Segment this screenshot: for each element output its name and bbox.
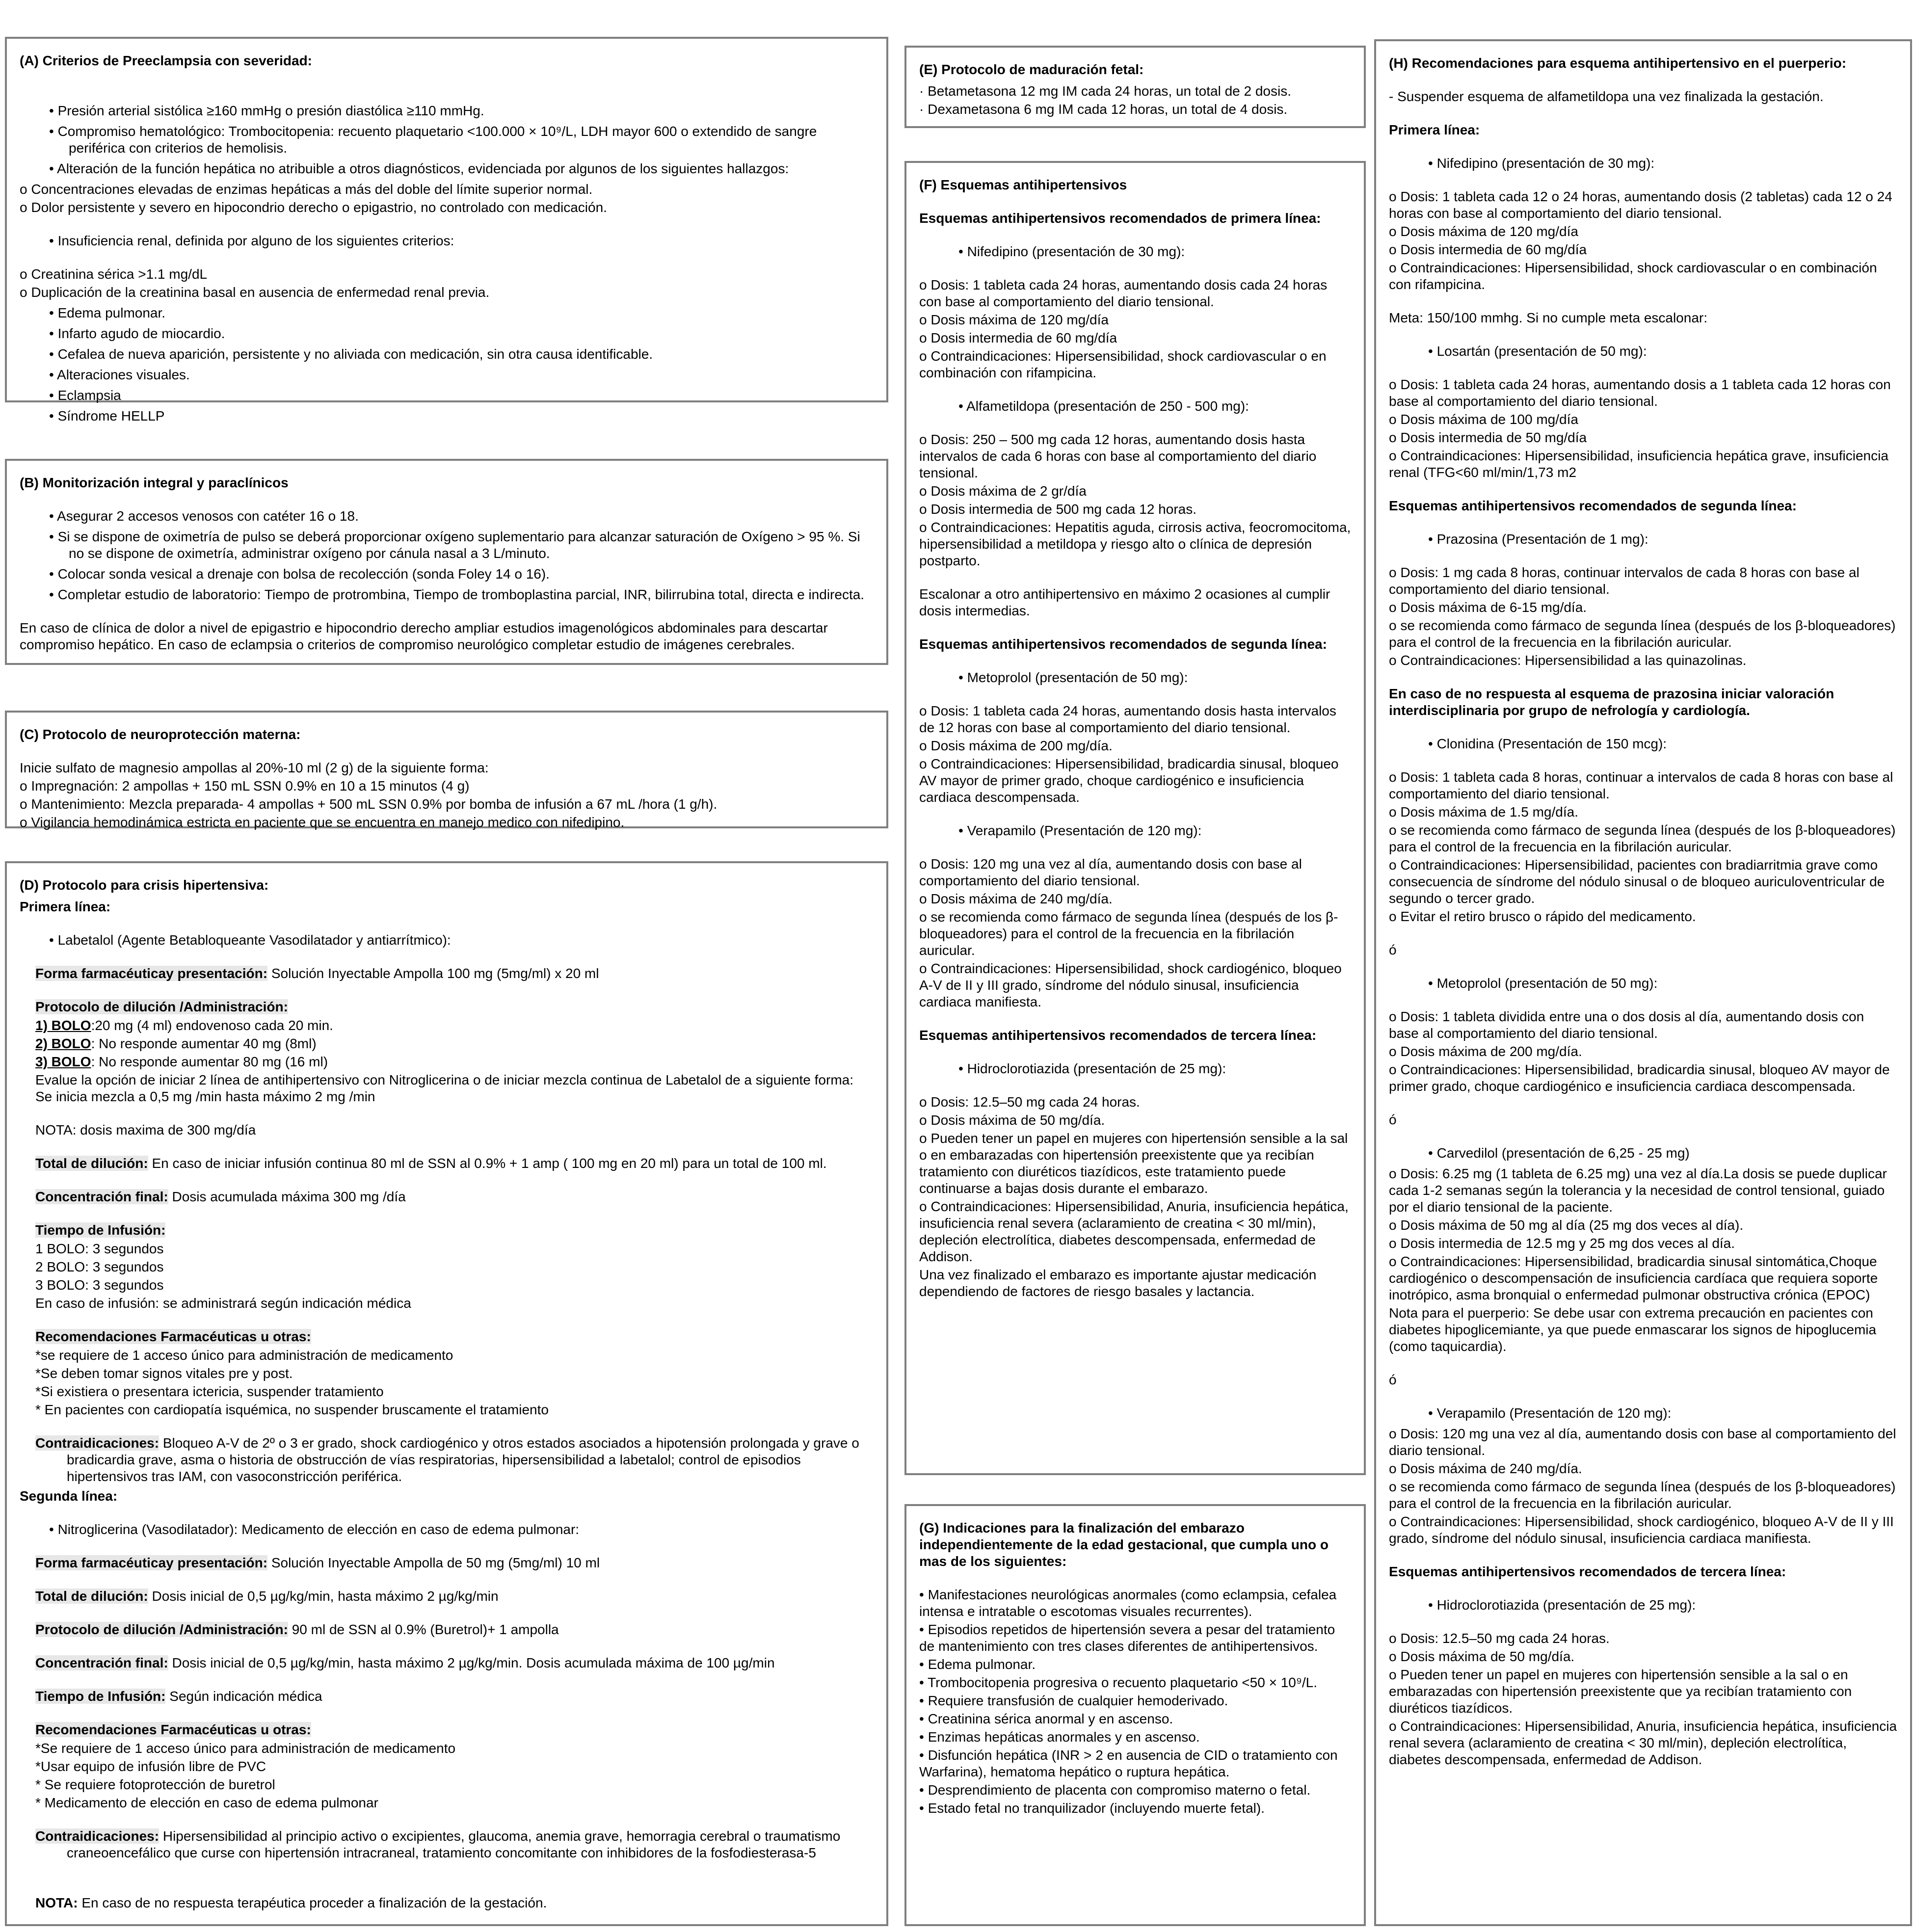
bullet-item: • Alfametildopa (presentación de 250 - 500 mg): [958, 398, 1249, 414]
list-item: o Contraindicaciones: Hipersensibilidad, Anuria, insuficiencia hepática, insuficiencia renal severa (aclaramiento de creatina < 30 ml/min), depleción electrolítica, diabetes descompensada, enfermedad de Addison. [1389, 1719, 1897, 1767]
section-G-box [904, 1504, 1366, 1926]
labeled-paragraph: Contraidicaciones: Bloqueo A-V de 2º o 3 er grado, shock cardiogénico y otros estados asociados a hipotensión prolongada y grave o bradicardia grave, asma o historia de obstrucción de vías respiratorias, hipersensibilidad a labetalol; control de episodios hipertensivos tras IAM, con vasoconstricción periférica. [35, 1435, 859, 1484]
subheading: Primera línea: [1389, 122, 1480, 137]
highlighted-label: Protocolo de dilución /Administración: [35, 1622, 288, 1637]
section-H-heading: (H) Recomendaciones para esquema antihipertensivo en el puerperio: [1389, 55, 1847, 71]
list-item: o Dosis máxima de 50 mg/día. [1389, 1649, 1575, 1664]
bullet-item: • Asegurar 2 accesos venosos con catéter 16 o 18. [49, 508, 359, 524]
bullet-item: • Colocar sonda vesical a drenaje con bolsa de recolección (sonda Foley 14 o 16). [49, 566, 550, 582]
list-item: o Contraindicaciones: Hipersensibilidad, bradicardia sinusal sintomática,Choque cardiogénico o descompensación de insuficiencia cardíaca que requiera soporte inotrópico, asma bronquial o enfermedad pulmonar obstructiva crónica (EPOC) [1389, 1254, 1878, 1302]
list-item: o Dosis máxima de 50 mg al día (25 mg dos veces al día). [1389, 1217, 1744, 1233]
list-item: • Trombocitopenia progresiva o recuento plaquetario <50 × 10⁹/L. [919, 1675, 1317, 1690]
list-item: o Dosis: 12.5–50 mg cada 24 horas. [919, 1094, 1140, 1110]
paragraph: · Betametasona 12 mg IM cada 24 horas, un total de 2 dosis. [919, 83, 1291, 99]
labeled-paragraph: Protocolo de dilución /Administración: 90 ml de SSN al 0.9% (Buretrol)+ 1 ampolla [35, 1622, 559, 1637]
section-E-box [904, 46, 1366, 128]
list-item: o Dosis máxima de 200 mg/día. [919, 738, 1113, 753]
labeled-paragraph: Concentración final: Dosis inicial de 0,5 µg/kg/min, hasta máximo 2 µg/kg/min. Dosis acumulada máxima de 100 µg/min [35, 1655, 775, 1670]
list-item: o Dosis intermedia de 60 mg/día [919, 330, 1117, 345]
section-G-heading: (G) Indicaciones para la finalización del embarazo independientemente de la edad gestacional, que cumpla uno o mas de los siguientes: [919, 1520, 1329, 1569]
subheading: Esquemas antihipertensivos recomendados de segunda línea: [919, 636, 1327, 652]
labeled-paragraph: Forma farmacéuticay presentación: Solución Inyectable Ampolla de 50 mg (5mg/ml) 10 ml [35, 1555, 600, 1570]
paragraph: Escalonar a otro antihipertensivo en máximo 2 ocasiones al cumplir dosis intermedias. [919, 586, 1330, 618]
labeled-paragraph: Tiempo de Infusión: Según indicación médica [35, 1689, 322, 1704]
highlighted-label: Concentración final: [35, 1655, 168, 1670]
list-item: o Dosis: 12.5–50 mg cada 24 horas. [1389, 1631, 1610, 1646]
list-item: o Dolor persistente y severo en hipocondrio derecho o epigastrio, no controlado con medicación. [20, 200, 607, 215]
list-item: o Pueden tener un papel en mujeres con hipertensión sensible a la sal o en embarazadas con hipertensión preexistente que ya recibían tratamiento con diuréticos tiazídicos. [1389, 1667, 1852, 1716]
list-item: o Contraindicaciones: Hipersensibilidad, shock cardiogénico, bloqueo A-V de II y III grado, síndrome del nódulo sinusal, insuficiencia cardiaca manifiesta. [1389, 1514, 1894, 1546]
list-item: o Evitar el retiro brusco o rápido del medicamento. [1389, 909, 1696, 924]
bullet-item: • Nifedipino (presentación de 30 mg): [958, 244, 1185, 259]
paragraph: En caso de clínica de dolor a nivel de epigastrio e hipocondrio derecho ampliar estudios imagenológicos abdominales para descartar compromiso hepático. En caso de eclampsia o criterios de compromiso neurológico completar estudio de imágenes cerebrales. [20, 620, 828, 652]
list-item: o Dosis: 1 mg cada 8 horas, continuar intervalos de cada 8 horas con base al comportamiento del diario tensional. [1389, 565, 1860, 597]
highlighted-label: Contraidicaciones: [35, 1435, 160, 1451]
subheading: Esquemas antihipertensivos recomendados de segunda línea: [1389, 498, 1797, 513]
labeled-paragraph [20, 1721, 874, 1738]
list-item: o Dosis: 1 tableta cada 24 horas, aumentando dosis a 1 tableta cada 12 horas con base al comportamiento del diario tensional. [1389, 377, 1891, 409]
bullet-item: • Eclampsia [49, 388, 121, 403]
section-F-box [904, 161, 1366, 1475]
bullet-item: • Metoprolol (presentación de 50 mg): [958, 670, 1188, 685]
bullet-item: • Completar estudio de laboratorio: Tiempo de protrombina, Tiempo de tromboplastina parcial, INR, bilirrubina total, directa e indirecta. [49, 587, 865, 602]
bullet-item: • Compromiso hematológico: Trombocitopenia: recuento plaquetario <100.000 × 10⁹/L, LDH mayor 600 o extendido de sangre periférica con criterios de hemolisis. [49, 124, 817, 156]
labeled-paragraph [20, 999, 874, 1015]
bolo-step: 2) BOLO: No responde aumentar 40 mg (8ml) [35, 1036, 317, 1051]
list-item: o Contraindicaciones: Hipersensibilidad, insuficiencia hepática grave, insuficiencia renal (TFG<60 ml/min/1,73 m2 [1389, 448, 1888, 480]
list-item: o se recomienda como fármaco de segunda línea (después de los β-bloqueadores) para el control de la frecuencia en la fibrilación auricular. [919, 909, 1338, 958]
highlighted-label: Tiempo de Infusión: [35, 1222, 166, 1238]
list-item: o Creatinina sérica >1.1 mg/dL [20, 266, 208, 282]
paragraph: *Se requiere de 1 acceso único para administración de medicamento [35, 1741, 456, 1756]
labeled-paragraph [20, 1222, 874, 1239]
list-item: o Contraindicaciones: Hipersensibilidad, shock cardiovascular o en combinación con rifampicina. [919, 348, 1327, 380]
paragraph: Una vez finalizado el embarazo es importante ajustar medicación dependiendo de factores de riesgo basales y lactancia. [919, 1267, 1317, 1299]
list-item: o Dosis: 120 mg una vez al día, aumentando dosis con base al comportamiento del diario tensional. [919, 856, 1302, 888]
labeled-paragraph [20, 1328, 874, 1345]
paragraph: · Dexametasona 6 mg IM cada 12 horas, un total de 4 dosis. [919, 102, 1288, 117]
highlighted-label: Tiempo de Infusión: [35, 1689, 166, 1704]
list-item: o Dosis máxima de 240 mg/día. [1389, 1461, 1582, 1476]
subheading: Esquemas antihipertensivos recomendados de tercera línea: [919, 1028, 1317, 1043]
list-item: o Contraindicaciones: Hipersensibilidad, Anuria, insuficiencia hepática, insuficiencia renal severa (aclaramiento de creatina < 30 ml/min), depleción electrolítica, diabetes descompensada, enfermedad de Addison. [919, 1199, 1349, 1264]
list-item: o se recomienda como fármaco de segunda línea (después de los β-bloqueadores) para el control de la frecuencia en la fibrilación auricular. [1389, 1479, 1896, 1511]
bullet-item: • Nitroglicerina (Vasodilatador): Medicamento de elección en caso de edema pulmonar: [49, 1522, 580, 1537]
paragraph: *se requiere de 1 acceso único para administración de medicamento [35, 1348, 453, 1363]
paragraph: *Si existiera o presentara ictericia, suspender tratamiento [35, 1384, 384, 1399]
list-item: o Dosis máxima de 6-15 mg/día. [1389, 600, 1587, 615]
list-item: • Episodios repetidos de hipertensión severa a pesar del tratamiento de mantenimiento con tres clases diferentes de antihipertensivos. [919, 1622, 1335, 1654]
paragraph: * Se requiere fotoprotección de buretrol [35, 1777, 275, 1792]
list-item: o Dosis máxima de 240 mg/día. [919, 891, 1113, 906]
list-item: o Dosis máxima de 200 mg/día. [1389, 1044, 1582, 1059]
section-E-heading: (E) Protocolo de maduración fetal: [919, 62, 1144, 77]
list-item: o Contraindicaciones: Hipersensibilidad, bradicardia sinusal, bloqueo AV mayor de primer grado, choque cardiogénico e insuficiencia cardiaca descompensada. [919, 756, 1339, 805]
subheading: Primera línea: [20, 899, 111, 914]
paragraph: *Usar equipo de infusión libre de PVC [35, 1759, 266, 1774]
list-item: • Disfunción hepática (INR > 2 en ausencia de CID o tratamiento con Warfarina), hematoma hepático o ruptura hepática. [919, 1747, 1338, 1779]
labeled-paragraph: Forma farmacéuticay presentación: Solución Inyectable Ampolla 100 mg (5mg/ml) x 20 ml [35, 966, 599, 981]
bullet-item: • Metoprolol (presentación de 50 mg): [1428, 976, 1658, 991]
bullet-item: • Carvedilol (presentación de 6,25 - 25 mg) [1428, 1145, 1690, 1161]
list-item: o Contraindicaciones: Hipersensibilidad, shock cardiogénico, bloqueo A-V de II y III grado, síndrome del nódulo sinusal, insuficiencia cardiaca manifiesta. [919, 961, 1342, 1009]
bullet-item: • Verapamilo (Presentación de 120 mg): [1428, 1405, 1672, 1421]
highlighted-label: Concentración final: [35, 1189, 168, 1204]
bullet-item: • Síndrome HELLP [49, 408, 165, 423]
section-C-box [5, 711, 888, 828]
paragraph: 1 BOLO: 3 segundos [35, 1241, 164, 1256]
paragraph: Meta: 150/100 mmhg. Si no cumple meta escalonar: [1389, 310, 1708, 325]
highlighted-label: Forma farmacéuticay presentación: [35, 966, 268, 981]
list-item: o Concentraciones elevadas de enzimas hepáticas a más del doble del límite superior normal. [20, 182, 593, 197]
section-D-heading: (D) Protocolo para crisis hipertensiva: [20, 877, 269, 893]
list-item: • Manifestaciones neurológicas anormales (como eclampsia, cefalea intensa e intratable o escotomas visuales recurrentes). [919, 1587, 1337, 1619]
bolo-step: 1) BOLO:20 mg (4 ml) endovenoso cada 20 min. [35, 1018, 333, 1033]
bullet-item: • Infarto agudo de miocardio. [49, 326, 225, 341]
paragraph: ó [1389, 942, 1397, 957]
list-item: • Requiere transfusión de cualquier hemoderivado. [919, 1693, 1228, 1708]
labeled-paragraph: Contraidicaciones: Hipersensibilidad al principio activo o excipientes, glaucoma, anemia grave, hemorragia cerebral o traumatismo craneoencefálico que curse con hipertensión intracraneal, tratamiento concomitante con inhibidores de la fosfodiesterasa-5 [35, 1828, 841, 1860]
bullet-item: • Insuficiencia renal, definida por alguno de los siguientes criterios: [49, 233, 454, 248]
subheading: En caso de no respuesta al esquema de prazosina iniciar valoración interdisciplinaria por grupo de nefrología y cardiología. [1389, 686, 1834, 718]
list-item: o se recomienda como fármaco de segunda línea (después de los β-bloqueadores) para el control de la frecuencia en la fibrilación auricular. [1389, 822, 1896, 854]
paragraph: ó [1389, 1112, 1397, 1127]
list-item: o Dosis intermedia de 60 mg/día [1389, 242, 1587, 257]
subheading: Segunda línea: [20, 1488, 118, 1504]
list-item: • Desprendimiento de placenta con compromiso materno o fetal. [919, 1782, 1311, 1798]
labeled-paragraph: Total de dilución: En caso de iniciar infusión continua 80 ml de SSN al 0.9% + 1 amp ( 100 mg en 20 ml) para un total de 100 ml. [35, 1156, 827, 1171]
section-A-heading: (A) Criterios de Preeclampsia con severidad: [20, 53, 312, 68]
labeled-paragraph: Concentración final: Dosis acumulada máxima 300 mg /día [35, 1189, 406, 1204]
list-item: o Dosis intermedia de 50 mg/día [1389, 430, 1587, 445]
list-item: o Dosis: 1 tableta cada 24 horas, aumentando dosis cada 24 horas con base al comportamiento del diario tensional. [919, 277, 1328, 309]
list-item: o Contraindicaciones: Hipersensibilidad a las quinazolinas. [1389, 653, 1747, 668]
bold-label: 2) BOLO [35, 1036, 91, 1051]
bullet-item: • Prazosina (Presentación de 1 mg): [1428, 531, 1648, 547]
list-item: o Dosis intermedia de 12.5 mg y 25 mg dos veces al día. [1389, 1236, 1735, 1251]
paragraph: ó [1389, 1372, 1397, 1387]
paragraph: * Medicamento de elección en caso de edema pulmonar [35, 1795, 378, 1810]
list-item: o Dosis máxima de 120 mg/día [1389, 224, 1578, 239]
list-item: o Dosis máxima de 2 gr/día [919, 483, 1087, 499]
paragraph: En caso de infusión: se administrará según indicación médica [35, 1296, 411, 1311]
list-item: o Dosis: 1 tableta dividida entre una o dos dosis al día, aumentando dosis con base al comportamiento del diario tensional. [1389, 1009, 1864, 1041]
list-item: o Dosis: 120 mg una vez al día, aumentando dosis con base al comportamiento del diario tensional. [1389, 1426, 1896, 1458]
paragraph: Nota para el puerperio: Se debe usar con extrema precaución en pacientes con diabetes hipoglicemiante, ya que puede enmascarar los signos de hipoglucemia (como taquicardia). [1389, 1305, 1877, 1354]
paragraph: Evalue la opción de iniciar 2 línea de antihipertensivo con Nitroglicerina o de iniciar mezcla continua de Labetalol de a siguiente forma: Se inicia mezcla a 0,5 mg /min hasta máximo 2 mg /min [35, 1072, 853, 1104]
highlighted-label: Protocolo de dilución /Administración: [35, 999, 288, 1014]
list-item: o Duplicación de la creatinina basal en ausencia de enfermedad renal previa. [20, 285, 490, 300]
list-item: o Dosis: 1 tableta cada 8 horas, continuar a intervalos de cada 8 horas con base al comportamiento del diario tensional. [1389, 769, 1893, 801]
list-item: o Impregnación: 2 ampollas + 150 mL SSN 0.9% en 10 a 15 minutos (4 g) [20, 778, 470, 794]
list-item: o Contraindicaciones: Hepatitis aguda, cirrosis activa, feocromocitoma, hipersensibilidad a metildopa y riesgo alto o clínica de depresión postparto. [919, 520, 1351, 568]
bullet-item: • Cefalea de nueva aparición, persistente y no aliviada con medicación, sin otra causa identificable. [49, 346, 653, 362]
bullet-item: • Losartán (presentación de 50 mg): [1428, 344, 1647, 359]
paragraph: *Se deben tomar signos vitales pre y post. [35, 1366, 293, 1381]
list-item: o Contraindicaciones: Hipersensibilidad, bradicardia sinusal, bloqueo AV mayor de primer grado, choque cardiogénico e insuficiencia cardiaca descompensada. [1389, 1062, 1890, 1094]
list-item: o Dosis: 1 tableta cada 24 horas, aumentando dosis hasta intervalos de 12 horas con base al comportamiento del diario tensional. [919, 703, 1336, 735]
section-A-box [5, 37, 888, 423]
highlighted-label: Total de dilución: [35, 1156, 148, 1171]
list-item: o Dosis máxima de 120 mg/día [919, 312, 1109, 327]
list-item: o Dosis máxima de 50 mg/día. [919, 1112, 1105, 1128]
subheading: Esquemas antihipertensivos recomendados de primera línea: [919, 211, 1321, 226]
list-item: o Vigilancia hemodinámica estricta en paciente que se encuentra en manejo medico con nifedipino. [20, 815, 625, 830]
highlighted-label: Total de dilución: [35, 1588, 148, 1604]
section-B-box [5, 459, 888, 665]
list-item: • Creatinina sérica anormal y en ascenso. [919, 1711, 1173, 1726]
section-H-box [1374, 39, 1912, 1926]
list-item: o Dosis máxima de 1.5 mg/día. [1389, 804, 1578, 820]
paragraph: Inicie sulfato de magnesio ampollas al 20%-10 ml (2 g) de la siguiente forma: [20, 760, 489, 775]
list-item: o Dosis: 6.25 mg (1 tableta de 6.25 mg) una vez al día.La dosis se puede duplicar cada 1-2 semanas según la tolerancia y la necesidad de control tensional, guiado por el diario tensional de la paciente. [1389, 1166, 1887, 1215]
paragraph: NOTA: dosis maxima de 300 mg/día [35, 1122, 256, 1138]
list-item: o Dosis máxima de 100 mg/día [1389, 412, 1578, 427]
bullet-item: • Edema pulmonar. [49, 305, 166, 320]
bold-label: NOTA: [35, 1895, 78, 1910]
bullet-item: • Hidroclorotiazida (presentación de 25 mg): [958, 1061, 1226, 1076]
labeled-paragraph: Total de dilución: Dosis inicial de 0,5 µg/kg/min, hasta máximo 2 µg/kg/min [35, 1588, 499, 1604]
section-F-heading: (F) Esquemas antihipertensivos [919, 177, 1127, 192]
list-item: • Enzimas hepáticas anormales y en ascenso. [919, 1729, 1200, 1745]
list-item: • Estado fetal no tranquilizador (incluyendo muerte fetal). [919, 1800, 1265, 1816]
highlighted-label: Recomendaciones Farmacéuticas u otras: [35, 1722, 311, 1737]
bullet-item: • Si se dispone de oximetría de pulso se deberá proporcionar oxígeno suplementario para alcanzar saturación de Oxígeno > 95 %. Si no se dispone de oximetría, administrar oxígeno por cánula nasal a 3 L/minuto. [49, 529, 860, 561]
list-item: o Dosis intermedia de 500 mg cada 12 horas. [919, 502, 1196, 517]
note-paragraph: NOTA: En caso de no respuesta terapéutica proceder a finalización de la gestación. [35, 1895, 547, 1910]
list-item: • Edema pulmonar. [919, 1657, 1036, 1672]
list-item: o Contraindicaciones: Hipersensibilidad, shock cardiovascular o en combinación con rifampicina. [1389, 260, 1877, 292]
bullet-item: • Labetalol (Agente Betabloqueante Vasodilatador y antiarrítmico): [49, 932, 451, 948]
list-item: o Contraindicaciones: Hipersensibilidad, pacientes con bradiarritmia grave como consecuencia de síndrome del nódulo sinusal o de bloqueo auriculoventricular de segundo o tercer grado. [1389, 857, 1885, 906]
highlighted-label: Forma farmacéuticay presentación: [35, 1555, 268, 1570]
paragraph: * En pacientes con cardiopatía isquémica, no suspender bruscamente el tratamiento [35, 1402, 549, 1417]
section-B-heading: (B) Monitorización integral y paraclínicos [20, 475, 289, 490]
section-D-box [5, 861, 888, 1926]
highlighted-label: Contraidicaciones: [35, 1828, 160, 1844]
subheading: Esquemas antihipertensivos recomendados de tercera línea: [1389, 1564, 1786, 1579]
list-item: o Mantenimiento: Mezcla preparada- 4 ampollas + 500 mL SSN 0.9% por bomba de infusión a 67 mL /hora (1 g/h). [20, 796, 718, 812]
bullet-item: • Verapamilo (Presentación de 120 mg): [958, 823, 1202, 838]
bullet-item: • Alteraciones visuales. [49, 367, 190, 382]
highlighted-label: Recomendaciones Farmacéuticas u otras: [35, 1329, 311, 1344]
paragraph: 3 BOLO: 3 segundos [35, 1277, 164, 1293]
bullet-item: • Alteración de la función hepática no atribuible a otros diagnósticos, evidenciada por algunos de los siguientes hallazgos: [49, 161, 789, 176]
bold-label: 1) BOLO [35, 1018, 91, 1033]
bullet-item: • Clonidina (Presentación de 150 mcg): [1428, 736, 1667, 751]
bolo-step: 3) BOLO: No responde aumentar 80 mg (16 ml) [35, 1054, 328, 1069]
list-item: o Dosis: 1 tableta cada 12 o 24 horas, aumentando dosis (2 tabletas) cada 12 o 24 horas con base al comportamiento del diario tensional. [1389, 189, 1892, 221]
bullet-item: • Presión arterial sistólica ≥160 mmHg o presión diastólica ≥110 mmHg. [49, 103, 484, 118]
section-C-heading: (C) Protocolo de neuroprotección materna: [20, 727, 301, 742]
list-item: o se recomienda como fármaco de segunda línea (después de los β-bloqueadores) para el control de la frecuencia en la fibrilación auricular. [1389, 618, 1896, 650]
list-item: o Pueden tener un papel en mujeres con hipertensión sensible a la sal o en embarazadas con hipertensión preexistente que ya recibían tratamiento con diuréticos tiazídicos, este tratamiento puede continuarse a bajas dosis durante el embarazo. [919, 1131, 1348, 1196]
bold-label: 3) BOLO [35, 1054, 91, 1069]
bullet-item: • Nifedipino (presentación de 30 mg): [1428, 156, 1655, 171]
paragraph: - Suspender esquema de alfametildopa una vez finalizada la gestación. [1389, 89, 1824, 104]
paragraph: 2 BOLO: 3 segundos [35, 1259, 164, 1274]
bullet-item: • Hidroclorotiazida (presentación de 25 mg): [1428, 1597, 1696, 1613]
list-item: o Dosis: 250 – 500 mg cada 12 horas, aumentando dosis hasta intervalos de cada 6 horas con base al comportamiento del diario tensional. [919, 432, 1317, 480]
